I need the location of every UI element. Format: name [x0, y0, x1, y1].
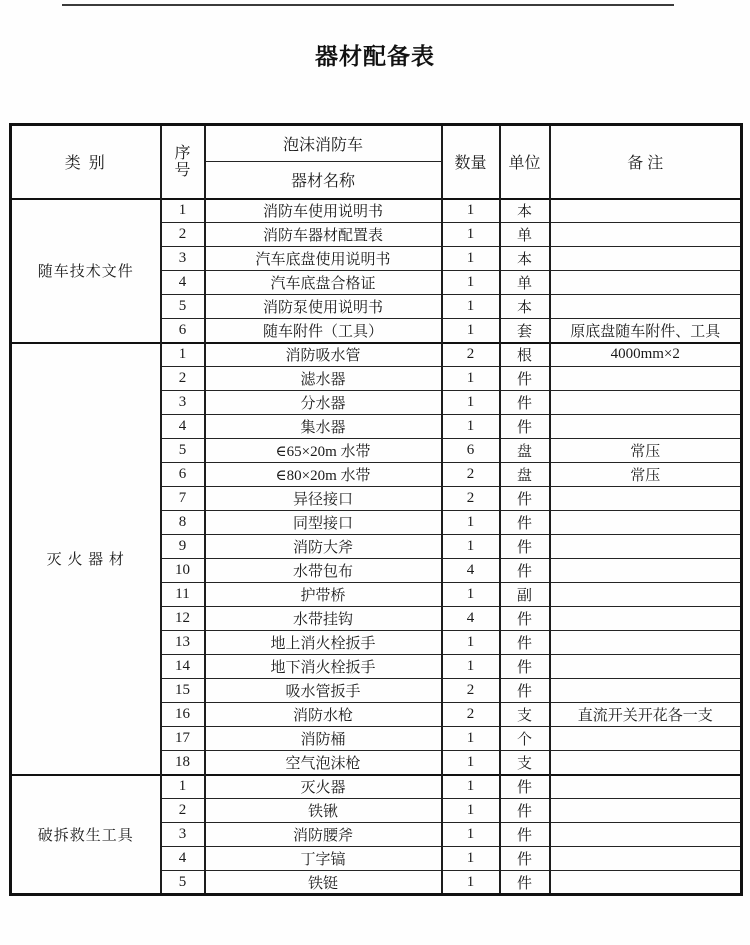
- row-qty-cell: 1: [442, 223, 500, 247]
- row-no-cell: 8: [161, 511, 205, 535]
- row-unit-cell: 件: [500, 511, 550, 535]
- header-serial-top: 序: [174, 144, 191, 162]
- row-qty-cell: 1: [442, 727, 500, 751]
- table-row: [11, 775, 742, 799]
- row-unit-cell: 单: [500, 223, 550, 247]
- row-name-cell: 消防桶: [205, 727, 442, 751]
- row-qty-cell: 1: [442, 199, 500, 223]
- row-qty-cell: 4: [442, 607, 500, 631]
- row-qty-cell: 2: [442, 463, 500, 487]
- row-qty-cell: 2: [442, 703, 500, 727]
- row-qty-cell: 1: [442, 367, 500, 391]
- row-qty-cell: 1: [442, 799, 500, 823]
- header-quantity: 数量: [442, 125, 500, 199]
- row-remark-cell: 常压: [550, 439, 742, 463]
- row-remark-cell: 4000mm×2: [550, 343, 742, 367]
- equipment-table-body: [11, 199, 742, 895]
- row-name-cell: ∈80×20m 水带: [205, 463, 442, 487]
- row-remark-cell: [550, 871, 742, 895]
- row-name-cell: 消防吸水管: [205, 343, 442, 367]
- row-name-cell: 空气泡沫枪: [205, 751, 442, 775]
- row-no-cell: 5: [161, 295, 205, 319]
- row-name-cell: 水带挂钩: [205, 607, 442, 631]
- row-no-cell: 3: [161, 247, 205, 271]
- row-qty-cell: 1: [442, 511, 500, 535]
- row-remark-cell: [550, 655, 742, 679]
- row-no-cell: 17: [161, 727, 205, 751]
- row-no-cell: 14: [161, 655, 205, 679]
- row-name-cell: 铁锹: [205, 799, 442, 823]
- row-remark-cell: 原底盘随车附件、工具: [550, 319, 742, 343]
- row-no-cell: 2: [161, 223, 205, 247]
- row-unit-cell: 本: [500, 247, 550, 271]
- row-no-cell: 4: [161, 415, 205, 439]
- row-unit-cell: 单: [500, 271, 550, 295]
- category-cell: 灭 火 器 材: [11, 343, 161, 775]
- row-remark-cell: [550, 847, 742, 871]
- row-name-cell: 滤水器: [205, 367, 442, 391]
- row-name-cell: ∈65×20m 水带: [205, 439, 442, 463]
- row-qty-cell: 4: [442, 559, 500, 583]
- row-qty-cell: 1: [442, 415, 500, 439]
- row-no-cell: 2: [161, 799, 205, 823]
- row-no-cell: 12: [161, 607, 205, 631]
- equipment-table: [9, 123, 743, 896]
- row-remark-cell: [550, 607, 742, 631]
- row-remark-cell: [550, 247, 742, 271]
- row-unit-cell: 件: [500, 871, 550, 895]
- row-unit-cell: 件: [500, 679, 550, 703]
- row-qty-cell: 2: [442, 679, 500, 703]
- row-remark-cell: 常压: [550, 463, 742, 487]
- row-no-cell: 3: [161, 391, 205, 415]
- row-name-cell: 地下消火栓扳手: [205, 655, 442, 679]
- equipment-table-header: [11, 125, 742, 199]
- row-qty-cell: 1: [442, 319, 500, 343]
- row-remark-cell: [550, 559, 742, 583]
- row-unit-cell: 件: [500, 535, 550, 559]
- row-no-cell: 1: [161, 775, 205, 799]
- row-name-cell: 异径接口: [205, 487, 442, 511]
- row-qty-cell: 1: [442, 247, 500, 271]
- row-remark-cell: 直流开关开花各一支: [550, 703, 742, 727]
- row-no-cell: 4: [161, 271, 205, 295]
- row-name-cell: 丁字镐: [205, 847, 442, 871]
- row-name-cell: 地上消火栓扳手: [205, 631, 442, 655]
- row-remark-cell: [550, 271, 742, 295]
- row-no-cell: 4: [161, 847, 205, 871]
- row-name-cell: 灭火器: [205, 775, 442, 799]
- row-unit-cell: 件: [500, 487, 550, 511]
- row-qty-cell: 1: [442, 631, 500, 655]
- header-unit: 单位: [500, 125, 550, 199]
- row-qty-cell: 1: [442, 295, 500, 319]
- row-name-cell: 护带桥: [205, 583, 442, 607]
- row-no-cell: 2: [161, 367, 205, 391]
- row-unit-cell: 件: [500, 391, 550, 415]
- row-unit-cell: 件: [500, 559, 550, 583]
- row-unit-cell: 副: [500, 583, 550, 607]
- row-remark-cell: [550, 823, 742, 847]
- row-name-cell: 消防车器材配置表: [205, 223, 442, 247]
- row-no-cell: 15: [161, 679, 205, 703]
- category-cell: 破拆救生工具: [11, 775, 161, 895]
- row-remark-cell: [550, 631, 742, 655]
- row-name-cell: 消防车使用说明书: [205, 199, 442, 223]
- row-name-cell: 消防泵使用说明书: [205, 295, 442, 319]
- row-unit-cell: 支: [500, 703, 550, 727]
- row-unit-cell: 件: [500, 823, 550, 847]
- row-no-cell: 6: [161, 319, 205, 343]
- row-no-cell: 5: [161, 871, 205, 895]
- row-unit-cell: 套: [500, 319, 550, 343]
- row-qty-cell: 1: [442, 751, 500, 775]
- row-no-cell: 16: [161, 703, 205, 727]
- row-qty-cell: 2: [442, 343, 500, 367]
- row-remark-cell: [550, 367, 742, 391]
- header-row-top: [11, 125, 742, 162]
- row-name-cell: 汽车底盘使用说明书: [205, 247, 442, 271]
- row-remark-cell: [550, 727, 742, 751]
- row-unit-cell: 根: [500, 343, 550, 367]
- header-vehicle-type: 泡沫消防车: [205, 125, 442, 162]
- row-unit-cell: 件: [500, 847, 550, 871]
- row-unit-cell: 件: [500, 775, 550, 799]
- row-unit-cell: 件: [500, 415, 550, 439]
- row-no-cell: 5: [161, 439, 205, 463]
- row-no-cell: 1: [161, 343, 205, 367]
- row-qty-cell: 1: [442, 871, 500, 895]
- row-name-cell: 铁铤: [205, 871, 442, 895]
- row-qty-cell: 1: [442, 847, 500, 871]
- row-unit-cell: 盘: [500, 439, 550, 463]
- row-remark-cell: [550, 583, 742, 607]
- row-qty-cell: 1: [442, 655, 500, 679]
- row-remark-cell: [550, 679, 742, 703]
- row-no-cell: 1: [161, 199, 205, 223]
- row-name-cell: 吸水管扳手: [205, 679, 442, 703]
- row-name-cell: 汽车底盘合格证: [205, 271, 442, 295]
- header-remarks: 备 注: [550, 125, 742, 199]
- row-remark-cell: [550, 199, 742, 223]
- row-name-cell: 消防腰斧: [205, 823, 442, 847]
- row-unit-cell: 支: [500, 751, 550, 775]
- header-category: 类 别: [11, 125, 161, 199]
- row-qty-cell: 1: [442, 535, 500, 559]
- row-unit-cell: 个: [500, 727, 550, 751]
- category-cell: 随车技术文件: [11, 199, 161, 343]
- row-remark-cell: [550, 775, 742, 799]
- row-unit-cell: 件: [500, 799, 550, 823]
- row-no-cell: 10: [161, 559, 205, 583]
- row-qty-cell: 1: [442, 583, 500, 607]
- row-no-cell: 11: [161, 583, 205, 607]
- row-name-cell: 同型接口: [205, 511, 442, 535]
- row-qty-cell: 6: [442, 439, 500, 463]
- row-no-cell: 6: [161, 463, 205, 487]
- row-remark-cell: [550, 751, 742, 775]
- row-qty-cell: 1: [442, 775, 500, 799]
- row-remark-cell: [550, 415, 742, 439]
- row-no-cell: 13: [161, 631, 205, 655]
- row-name-cell: 水带包布: [205, 559, 442, 583]
- row-unit-cell: 件: [500, 367, 550, 391]
- table-row: [11, 343, 742, 367]
- row-unit-cell: 本: [500, 295, 550, 319]
- row-remark-cell: [550, 295, 742, 319]
- row-unit-cell: 件: [500, 631, 550, 655]
- row-name-cell: 分水器: [205, 391, 442, 415]
- row-qty-cell: 1: [442, 823, 500, 847]
- row-no-cell: 3: [161, 823, 205, 847]
- row-remark-cell: [550, 487, 742, 511]
- page-top-rule: [62, 4, 674, 6]
- row-name-cell: 消防水枪: [205, 703, 442, 727]
- row-remark-cell: [550, 391, 742, 415]
- row-qty-cell: 1: [442, 271, 500, 295]
- row-name-cell: 消防大斧: [205, 535, 442, 559]
- row-remark-cell: [550, 511, 742, 535]
- row-no-cell: 7: [161, 487, 205, 511]
- header-serial-bottom: 号: [174, 161, 191, 179]
- row-unit-cell: 件: [500, 607, 550, 631]
- header-serial-number: [161, 125, 205, 199]
- row-remark-cell: [550, 799, 742, 823]
- row-name-cell: 集水器: [205, 415, 442, 439]
- row-name-cell: 随车附件（工具）: [205, 319, 442, 343]
- header-equipment-name: 器材名称: [205, 162, 442, 199]
- row-qty-cell: 1: [442, 391, 500, 415]
- row-remark-cell: [550, 223, 742, 247]
- row-remark-cell: [550, 535, 742, 559]
- page-title: 器材配备表: [315, 43, 435, 69]
- table-row: [11, 199, 742, 223]
- row-unit-cell: 盘: [500, 463, 550, 487]
- row-unit-cell: 本: [500, 199, 550, 223]
- row-unit-cell: 件: [500, 655, 550, 679]
- row-no-cell: 9: [161, 535, 205, 559]
- row-no-cell: 18: [161, 751, 205, 775]
- row-qty-cell: 2: [442, 487, 500, 511]
